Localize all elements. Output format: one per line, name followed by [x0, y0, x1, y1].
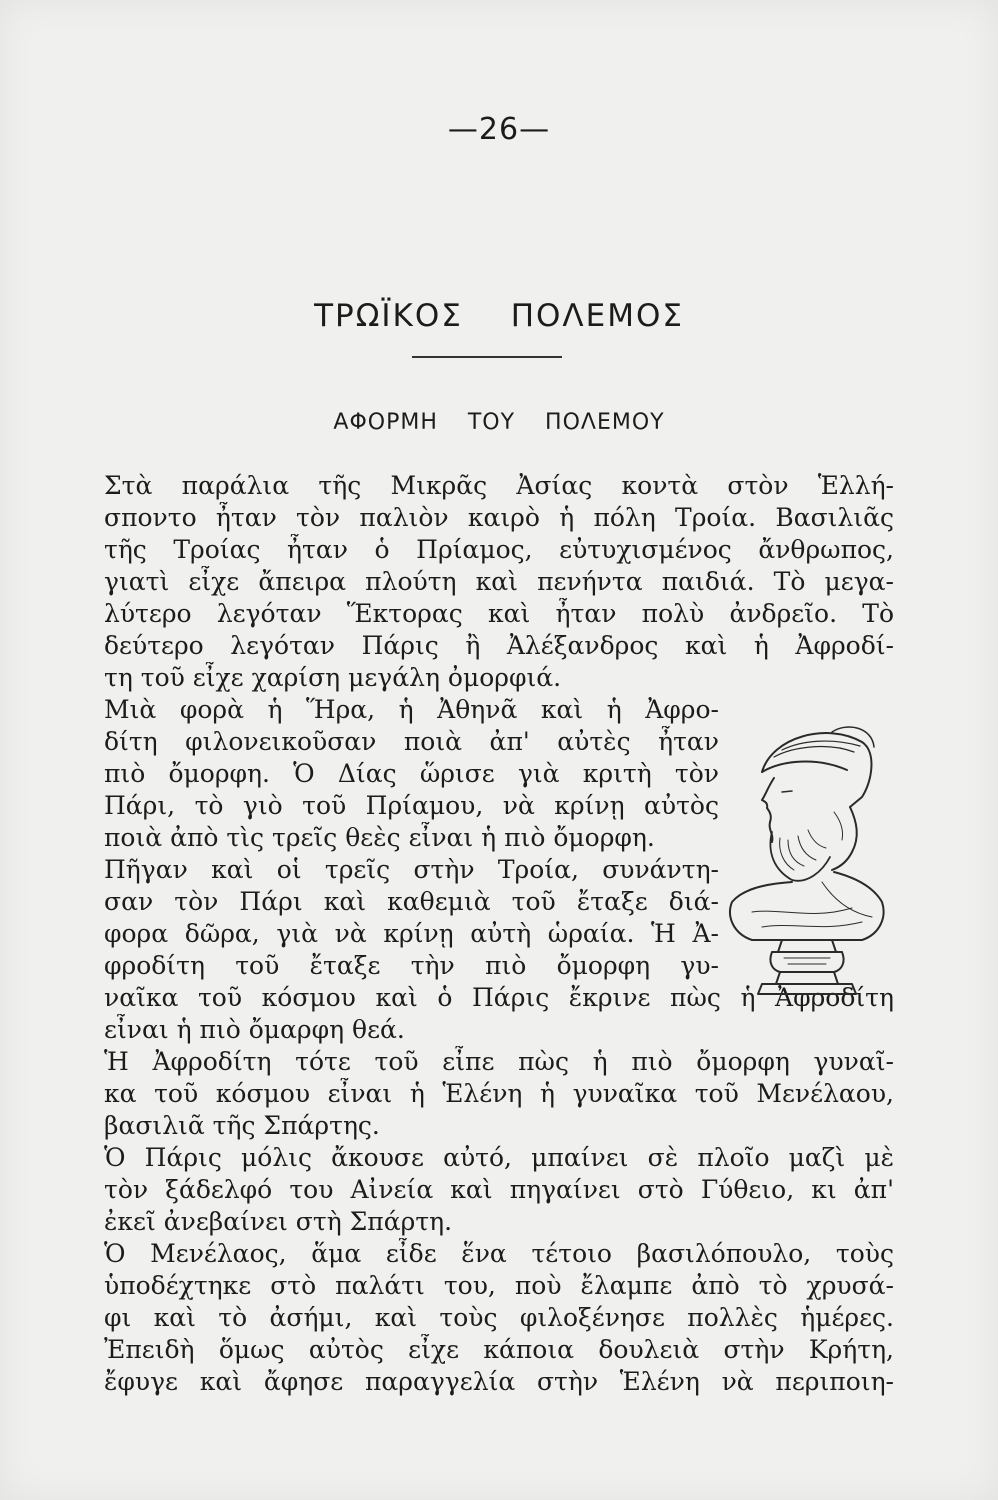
text-line: δίτη φιλονεικοῦσαν ποιὰ ἀπ' αὐτὲς ἦταν	[104, 727, 719, 756]
text-line: Στὰ παράλια τῆς Μικρᾶς Ἀσίας κοντὰ στὸν Ἑλλή-	[104, 471, 894, 500]
text-line: ναῖκα τοῦ κόσμου καὶ ὁ Πάρις ἔκρινε πὼς ἡ Ἀφροδίτη	[104, 983, 894, 1012]
text-line: σποντο ἦταν τὸν παλιὸν καιρὸ ἡ πόλη Τροία. Βασιλιᾶς	[104, 503, 894, 532]
text-line: Μιὰ φορὰ ἡ Ἥρα, ἡ Ἀθηνᾶ καὶ ἡ Ἀφρο-	[104, 695, 719, 724]
text-line: Πῆγαν καὶ οἱ τρεῖς στὴν Τροία, συνάντη-	[104, 855, 719, 884]
text-line: κα τοῦ κόσμου εἶναι ἡ Ἑλένη ἡ γυναῖκα τοῦ Μενέλαου,	[104, 1079, 894, 1108]
text-line: τη τοῦ εἶχε χαρίση μεγάλη ὀμορφιά.	[104, 663, 562, 692]
text-line: Ἡ Ἀφροδίτη τότε τοῦ εἶπε πὼς ἡ πιὸ ὄμορφη γυναῖ-	[104, 1047, 894, 1076]
text-line: Ὁ Πάρις μόλις ἄκουσε αὐτό, μπαίνει σὲ πλοῖο μαζὶ μὲ	[104, 1143, 894, 1172]
text-line: φορα δῶρα, γιὰ νὰ κρίνῃ αὐτὴ ὡραία. Ἡ Ἀ-	[104, 919, 719, 948]
text-line: δεύτερο λεγόταν Πάρις ἢ Ἀλέξανδρος καὶ ἡ Ἀφροδί-	[104, 631, 894, 660]
text-line: ὑποδέχτηκε στὸ παλάτι του, ποὺ ἔλαμπε ἀπὸ τὸ χρυσά-	[104, 1271, 894, 1300]
text-line: Ὁ Μενέλαος, ἅμα εἶδε ἕνα τέτοιο βασιλόπουλο, τοὺς	[104, 1239, 894, 1268]
text-line: βασιλιᾶ τῆς Σπάρτης.	[104, 1111, 380, 1140]
text-line: τῆς Τροίας ἦταν ὁ Πρίαμος, εὐτυχισμένος ἄνθρωπος,	[104, 535, 894, 564]
text-line: ἐκεῖ ἀνεβαίνει στὴ Σπάρτη.	[104, 1207, 453, 1236]
text-line: εἶναι ἡ πιὸ ὄμαρφη θεά.	[104, 1015, 405, 1044]
text-line: τὸν ξάδελφό του Αἰνεία καὶ πηγαίνει στὸ Γύθειο, κι ἀπ'	[104, 1175, 894, 1204]
text-line: φι καὶ τὸ ἀσήμι, καὶ τοὺς φιλοξένησε πολλὲς ἡμέρες.	[104, 1303, 894, 1332]
chapter-title: ΤΡΩΪΚΟΣ ΠΟΛΕΜΟΣ	[314, 298, 684, 334]
text-line: γιατὶ εἶχε ἄπειρα πλούτη καὶ πενήντα παιδιά. Τὸ μεγα-	[104, 567, 894, 596]
text-line: σαν τὸν Πάρι καὶ καθεμιὰ τοῦ ἔταξε διά-	[104, 887, 719, 916]
section-subtitle: ΑΦΟΡΜΗ ΤΟΥ ΠΟΛΕΜΟΥ	[333, 410, 665, 435]
page-number: —26—	[447, 112, 551, 147]
text-line: Ἐπειδὴ ὅμως αὐτὸς εἶχε κάποια δουλειὰ στὴν Κρήτη,	[104, 1335, 894, 1364]
text-line: φροδίτη τοῦ ἔταξε τὴν πιὸ ὄμορφη γυ-	[104, 951, 719, 980]
text-line: ποιὰ ἀπὸ τὶς τρεῖς θεὲς εἶναι ἡ πιὸ ὄμορφη.	[104, 823, 655, 852]
text-line: λύτερο λεγόταν Ἕκτορας καὶ ἦταν πολὺ ἀνδρεῖο. Τὸ	[104, 599, 894, 628]
text-line: πιὸ ὄμορφη. Ὁ Δίας ὥρισε γιὰ κριτὴ τὸν	[104, 759, 719, 788]
text-line: ἔφυγε καὶ ἄφησε παραγγελία στὴν Ἑλένη νὰ περιποιη-	[104, 1367, 894, 1396]
title-divider	[412, 356, 562, 358]
helmeted-bust-icon	[722, 712, 892, 1002]
text-line: Πάρι, τὸ γιὸ τοῦ Πρίαμου, νὰ κρίνῃ αὐτὸς	[104, 791, 719, 820]
